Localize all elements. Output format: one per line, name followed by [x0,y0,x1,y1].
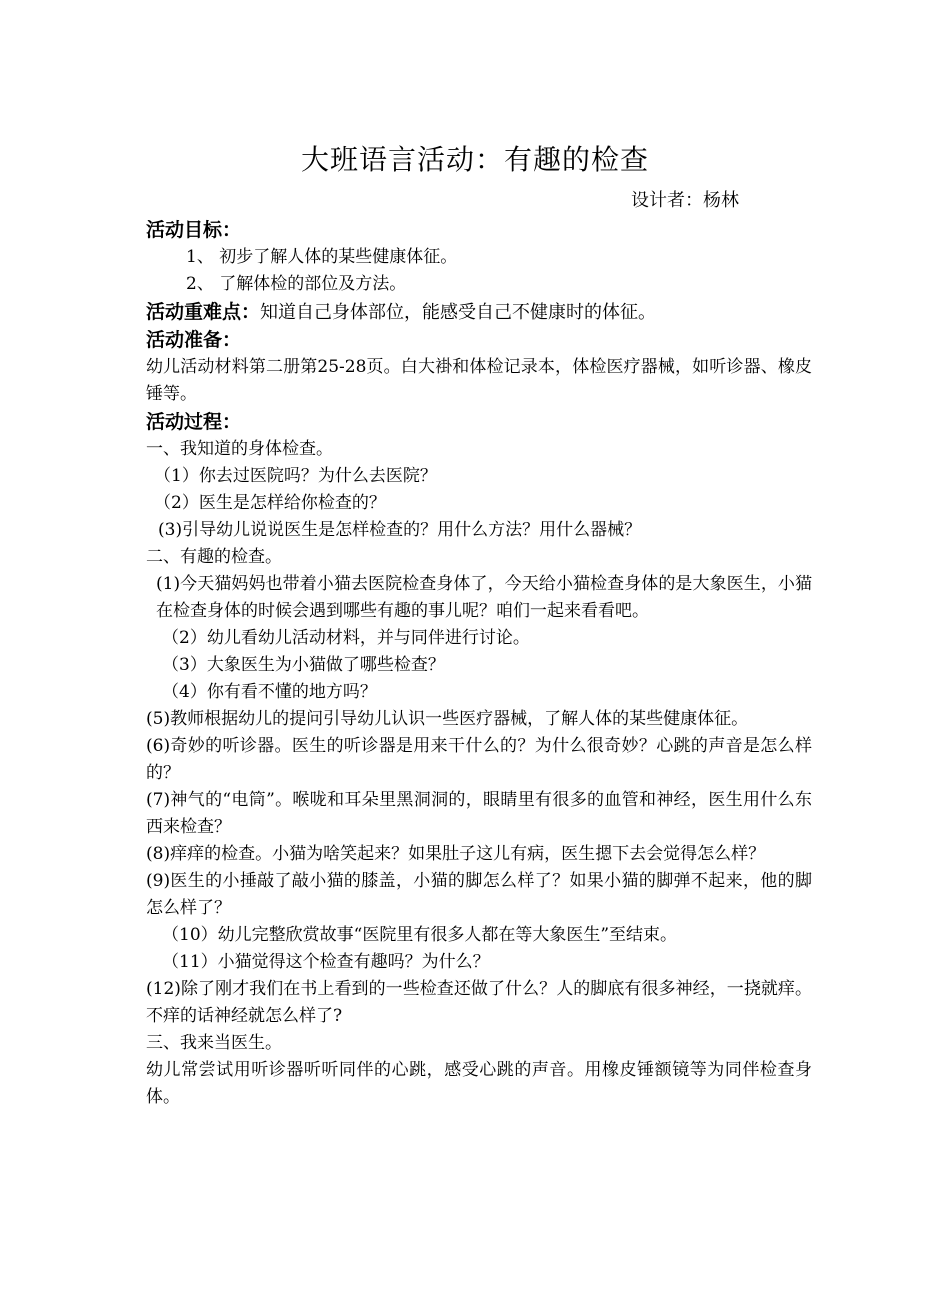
part2-item-12: (12)除了刚才我们在书上看到的一些检查还做了什么？人的脚底有很多神经，一挠就痒。不痒的话神经就怎么样了? [146,979,812,1026]
part2-title: 二、有趣的检查。 [146,547,282,567]
part2-item-2: （2）幼儿看幼儿活动材料，并与同伴进行讨论。 [162,628,530,648]
part1-item-3: (3)引导幼儿说说医生是怎样检查的？用什么方法？用什么器械？ [158,520,642,540]
part1-title: 一、我知道的身体检查。 [146,439,333,459]
goal-item-2: 2、 了解体检的部位及方法。 [186,274,407,294]
part2-item-9: (9)医生的小捶敲了敲小猫的膝盖，小猫的脚怎么样了？如果小猫的脚弹不起来，他的脚怎么样了？ [146,871,812,918]
document-body [146,216,812,1111]
process-heading: 活动过程： [146,411,242,433]
part2-item-7: (7)神气的“电筒”。喉咙和耳朵里黑洞洞的，眼睛里有很多的血管和神经，医生用什么东西来检查？ [146,790,812,837]
part1-item-2: （2）医生是怎样给你检查的？ [154,493,386,513]
part3-text: 幼儿常尝试用听诊器听听同伴的心跳，感受心跳的声音。用橡皮锤额镜等为同伴检查身体。 [146,1060,812,1107]
part2-item-1: (1)今天猫妈妈也带着小猫去医院检查身体了，今天给小猫检查身体的是大象医生，小猫在检查身体的时候会遇到哪些有趣的事儿呢？咱们一起来看看吧。 [156,574,812,621]
part3-title: 三、我来当医生。 [146,1033,282,1053]
page-title: 大班语言活动：有趣的检查 [300,143,649,176]
part2-item-11: （11）小猫觉得这个检查有趣吗？为什么？ [162,952,490,972]
part2-item-4: （4）你有看不懂的地方吗？ [162,682,377,702]
preparation-text: 幼儿活动材料第二册第25-28页。白大褂和体检记录本，体检医疗器械，如听诊器、橡皮锤等。 [146,357,812,404]
part1-item-1: （1）你去过医院吗？为什么去医院？ [154,466,437,486]
part2-item-5: (5)教师根据幼儿的提问引导幼儿认识一些医疗器械，了解人体的某些健康体征。 [146,709,749,729]
preparation-heading: 活动准备： [146,329,242,351]
goals-heading: 活动目标： [146,219,242,241]
part2-item-10: （10）幼儿完整欣赏故事“医院里有很多人都在等大象医生”至结束。 [162,925,678,945]
goal-item-1: 1、 初步了解人体的某些健康体征。 [186,247,458,267]
part2-item-3: （3）大象医生为小猫做了哪些检查？ [162,655,445,675]
part2-item-8: (8)痒痒的检查。小猫为啥笑起来？如果肚子这儿有病，医生摁下去会觉得怎么样？ [146,844,766,864]
key-points-line [146,298,812,326]
key-points-label: 活动重难点： [146,301,261,323]
part2-item-6: (6)奇妙的听诊器。医生的听诊器是用来干什么的？为什么很奇妙？心跳的声音是怎么样的？ [146,736,812,783]
author-line: 设计者：杨林 [631,190,739,211]
key-points-text: 知道自己身体部位，能感受自己不健康时的体征。 [260,302,657,323]
